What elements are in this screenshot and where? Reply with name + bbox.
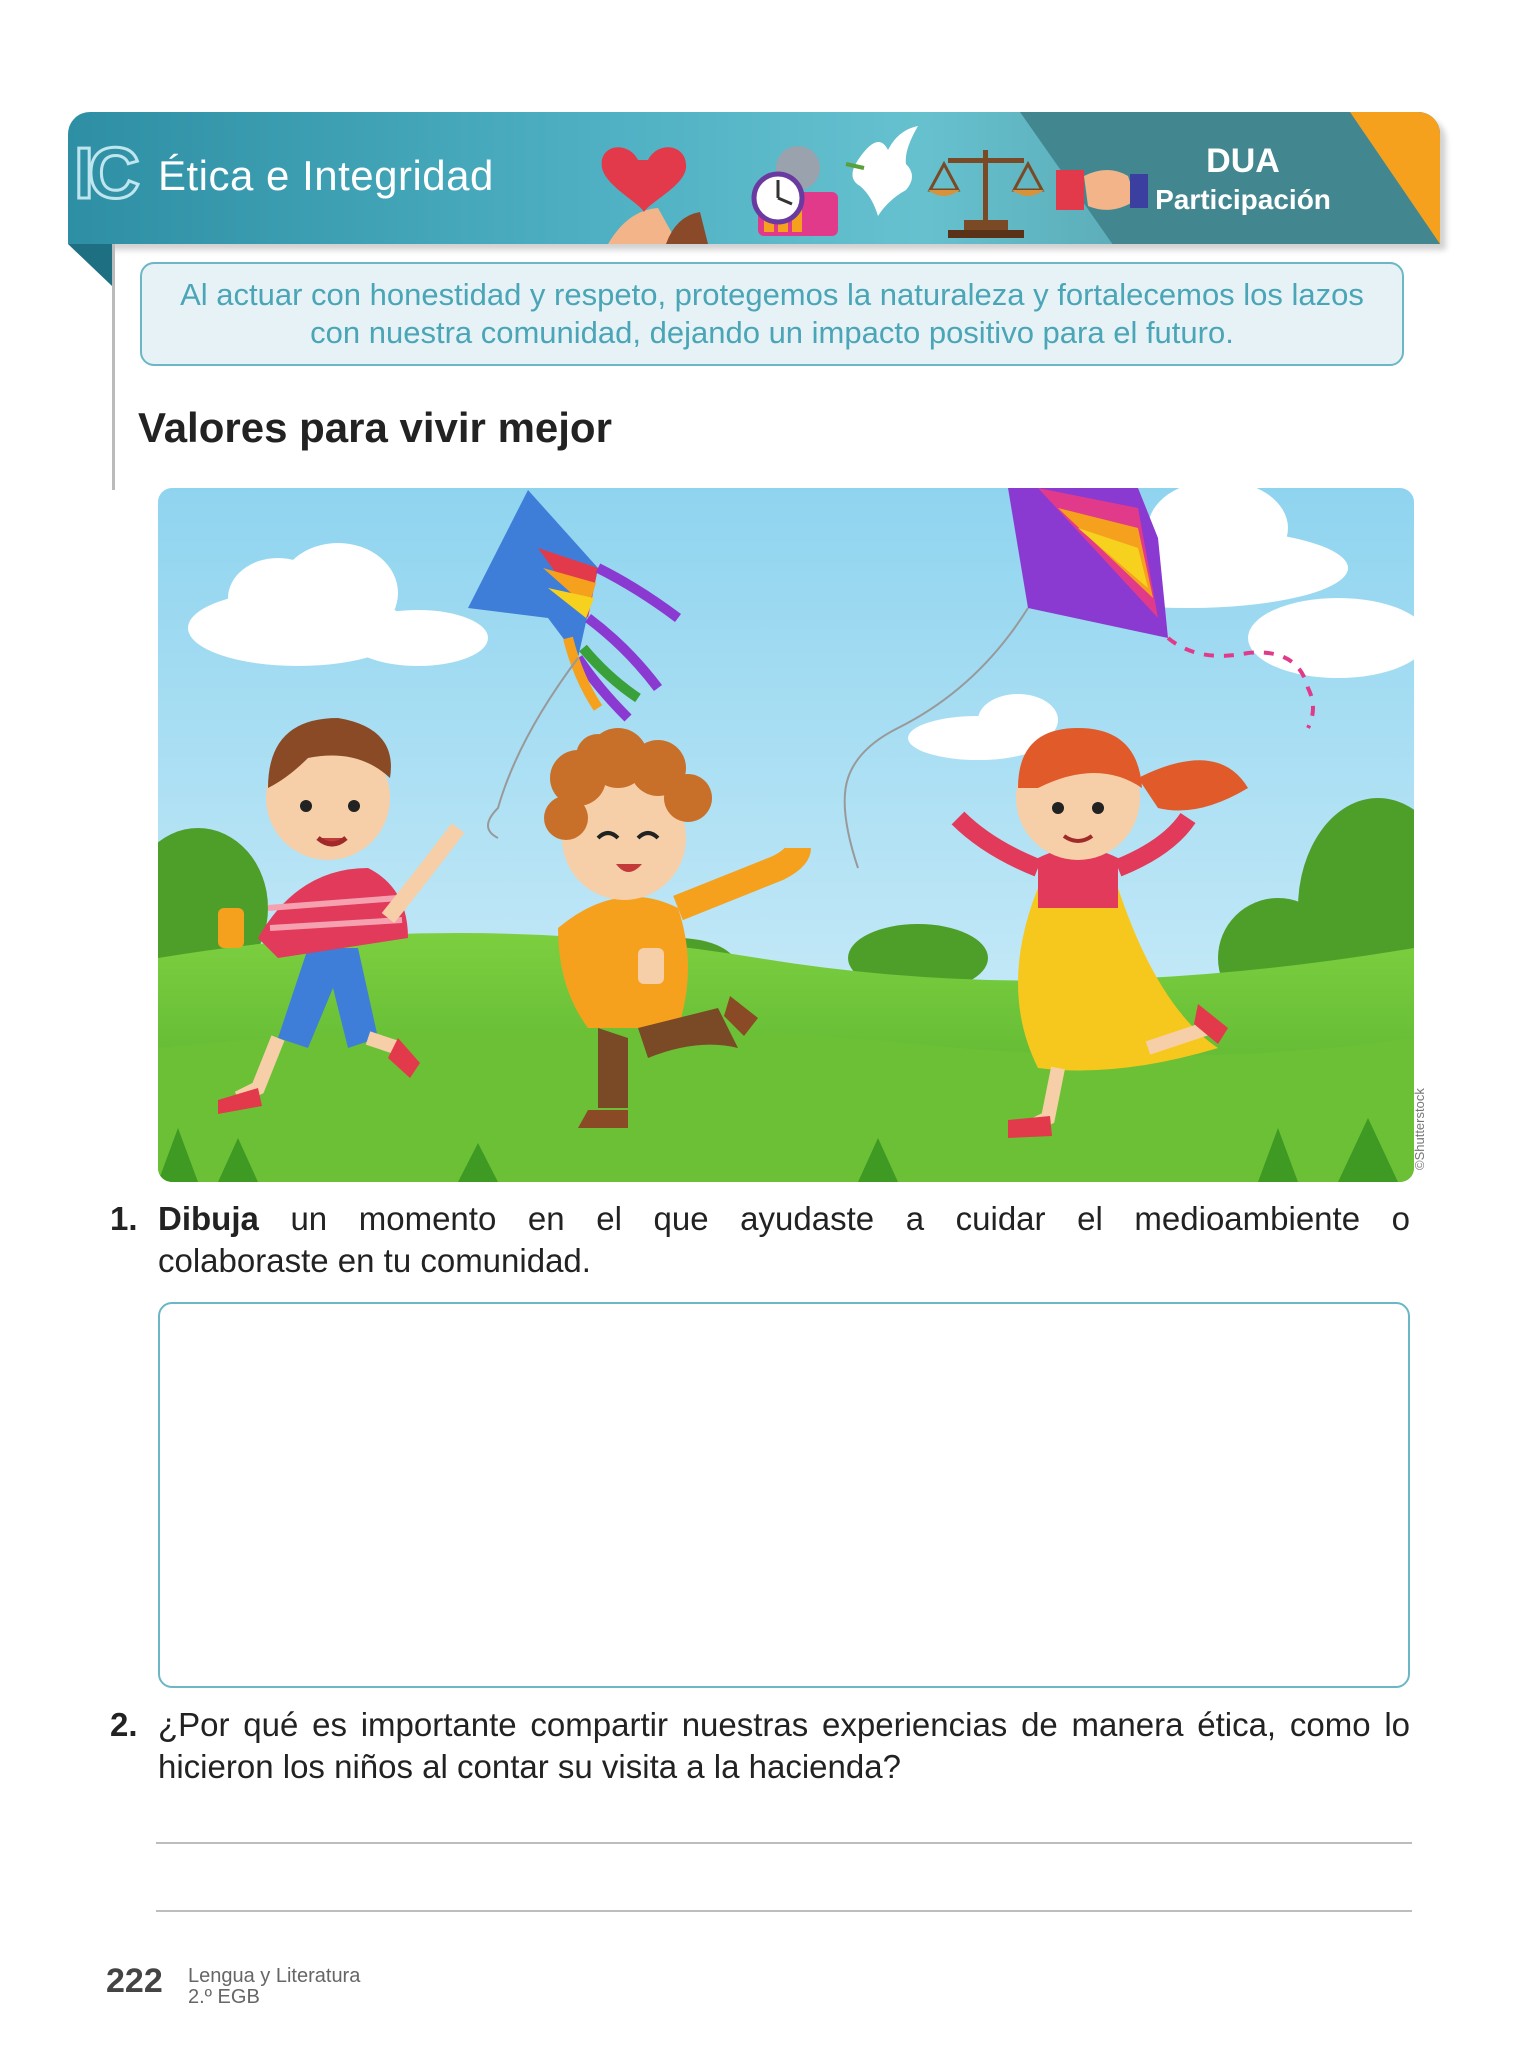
handshake-icon (1056, 170, 1148, 210)
dua-title: DUA (1206, 142, 1280, 180)
header-title: Ética e Integridad (158, 152, 494, 199)
image-credit: ©Shutterstock (1412, 1088, 1427, 1170)
section-header (68, 112, 1440, 244)
dua-badge (1143, 144, 1343, 216)
section-title: Valores para vivir mejor (138, 404, 612, 451)
question-1-line1-rest: un momento en el que ayudaste a cuidar el medioambiente o (258, 1200, 1410, 1237)
heart-hand-icon (602, 147, 708, 244)
question-2 (110, 1704, 1410, 1788)
clock-chart-icon (754, 146, 838, 236)
drawing-area[interactable] (158, 1302, 1410, 1688)
question-number: 1. (110, 1200, 138, 1237)
answer-line[interactable] (156, 1842, 1412, 1844)
dua-subtitle: Participación (1155, 184, 1331, 215)
ic-logo: IC (74, 134, 134, 214)
question-number: 2. (110, 1706, 138, 1743)
footer-subject: Lengua y Literatura (188, 1965, 361, 1987)
kids-flying-kites-illustration (158, 488, 1414, 1182)
question-1-line2: colaboraste en tu comunidad. (158, 1241, 591, 1279)
scales-icon (928, 150, 1044, 238)
answer-line[interactable] (156, 1910, 1412, 1912)
question-1 (110, 1198, 1410, 1282)
intro-text: Al actuar con honestidad y respeto, protegemos la naturaleza y fortalecemos los lazos con nuestra comunidad, dejando un impacto positivo para el futuro. (180, 277, 1364, 350)
footer-grade: 2.º EGB (188, 1986, 260, 2008)
intro-box (140, 262, 1404, 366)
values-icons (588, 120, 1148, 244)
question-1-verb: Dibuja (158, 1200, 259, 1237)
footer-subject-block (188, 1966, 360, 2008)
question-2-text: ¿Por qué es importante compartir nuestras experiencias de manera ética, como lo hicieron los niños al contar su visita a la hacienda? (158, 1706, 1410, 1785)
question-1-line1 (158, 1198, 1410, 1240)
header-fold (68, 244, 112, 286)
page-number: 222 (106, 1962, 163, 2000)
margin-line (112, 244, 115, 490)
dove-icon (846, 126, 918, 216)
